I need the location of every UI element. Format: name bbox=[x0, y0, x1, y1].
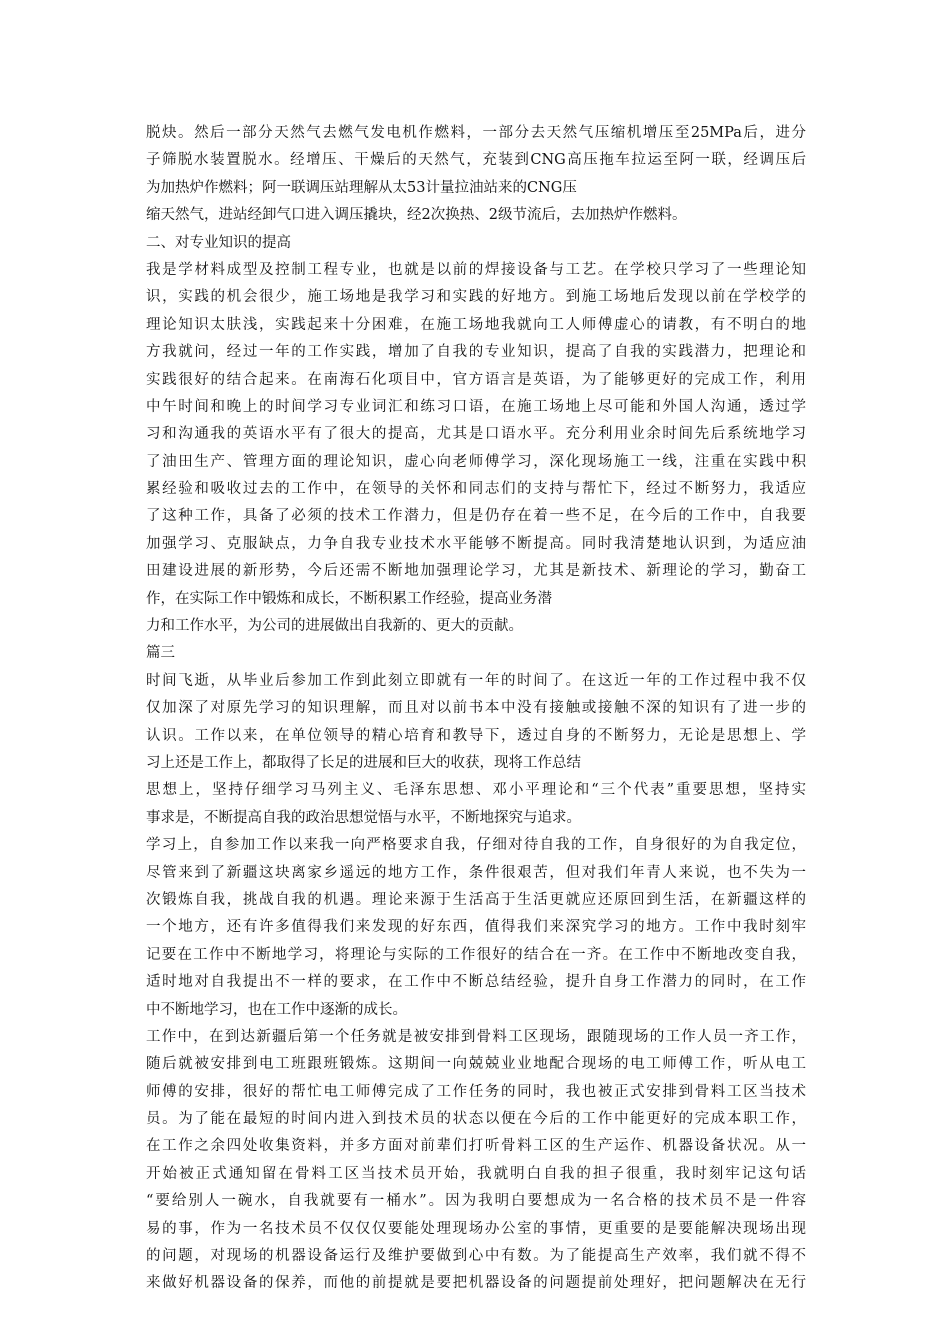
document-page bbox=[146, 120, 806, 1298]
text-line: 工作中，在到达新疆后第一个任务就是被安排到骨料工区现场，跟随现场的工作人员一齐工作， bbox=[146, 1028, 806, 1045]
text-line: 学习上，自参加工作以来我一向严格要求自我，仔细对待自我的工作，自身很好的为自我定位， bbox=[146, 837, 806, 854]
text-line: 习上还是工作上，都取得了长足的进展和巨大的收获，现将工作总结 bbox=[146, 754, 581, 771]
text-line: 认识。工作以来，在单位领导的精心培育和教导下，透过自身的不断努力，无论是思想上、学 bbox=[146, 727, 806, 744]
text-line: 脱炔。然后一部分天然气去燃气发电机作燃料，一部分去天然气压缩机增压至25MPa后，进分 bbox=[146, 125, 806, 141]
text-line: 事求是，不断提高自我的政治思想觉悟与水平，不断地探究与追求。 bbox=[146, 809, 581, 826]
text-line: 识，实践的机会很少，施工场地是我学习和实践的好地方。到施工场地后发现以前在学校学的 bbox=[146, 289, 806, 306]
text-line: 适时地对自我提出不一样的要求，在工作中不断总结经验，提升自身工作潜力的同时，在工作 bbox=[146, 974, 806, 991]
text-line: 习和沟通我的英语水平有了很大的提高，尤其是口语水平。充分利用业余时间先后系统地学习 bbox=[146, 426, 806, 443]
text-line: 师傅的安排，很好的帮忙电工师傅完成了工作任务的同时，我也被正式安排到骨料工区当技术 bbox=[146, 1083, 806, 1100]
text-line: 记要在工作中不断地学习，将理论与实际的工作很好的结合在一齐。在工作中不断地改变自我， bbox=[146, 946, 806, 963]
text-line: 来做好机器设备的保养，而他的前提就是要把机器设备的问题提前处理好，把问题解决在无行 bbox=[146, 1275, 806, 1292]
text-line: 理论知识太肤浅，实践起来十分困难，在施工场地我就向工人师傅虚心的请教，有不明白的地 bbox=[146, 316, 806, 333]
text-line: 易的事，作为一名技术员不仅仅仅要能处理现场办公室的事情，更重要的是要能解决现场出现 bbox=[146, 1220, 806, 1237]
text-line: “要给别人一碗水，自我就要有一桶水”。因为我明白要想成为一名合格的技术员不是一件容 bbox=[146, 1193, 806, 1210]
text-line: 了油田生产、管理方面的理论知识，虚心向老师傅学习，深化现场施工一线，注重在实践中积 bbox=[146, 453, 806, 470]
text-line: 我是学材料成型及控制工程专业，也就是以前的焊接设备与工艺。在学校只学习了一些理论知 bbox=[146, 261, 806, 278]
text-line: 员。为了能在最短的时间内进入到技术员的状态以便在今后的工作中能更好的完成本职工作， bbox=[146, 1111, 806, 1128]
text-line: 在工作之余四处收集资料，并多方面对前辈们打听骨料工区的生产运作、机器设备状况。从一 bbox=[146, 1138, 806, 1155]
text-line: 时间飞逝，从毕业后参加工作到此刻立即就有一年的时间了。在这近一年的工作过程中我不仅 bbox=[146, 672, 806, 689]
text-line: 加强学习、克服缺点，力争自我专业技术水平能够不断提高。同时我清楚地认识到，为适应油 bbox=[146, 535, 806, 552]
text-line: 方我就问，经过一年的工作实践，增加了自我的专业知识，提高了自我的实践潜力，把理论和 bbox=[146, 344, 806, 361]
text-line: 为加热炉作燃料；阿一联调压站理解从太53计量拉油站来的CNG压 bbox=[146, 179, 577, 196]
text-line: 尽管来到了新疆这块离家乡遥远的地方工作，条件很艰苦，但对我们年青人来说，也不失为一 bbox=[146, 864, 806, 881]
text-line: 缩天然气，进站经卸气口进入调压撬块，经2次换热、2级节流后，去加热炉作燃料。 bbox=[146, 207, 687, 224]
text-line: 仅加深了对原先学习的知识理解，而且对以前书本中没有接触或接触不深的知识有了进一步的 bbox=[146, 700, 806, 717]
text-line: 田建设进展的新形势，今后还需不断地加强理论学习，尤其是新技术、新理论的学习，勤奋工 bbox=[146, 563, 806, 580]
text-line: 累经验和吸收过去的工作中，在领导的关怀和同志们的支持与帮忙下，经过不断努力，我适应 bbox=[146, 481, 806, 498]
text-line: 思想上，坚持仔细学习马列主义、毛泽东思想、邓小平理论和“三个代表”重要思想，坚持实 bbox=[146, 782, 806, 799]
text-line: 实践很好的结合起来。在南海石化项目中，官方语言是英语，为了能够更好的完成工作，利用 bbox=[146, 371, 806, 388]
text-line: 了这种工作，具备了必须的技术工作潜力，但是仍存在着一些不足，在今后的工作中，自我要 bbox=[146, 508, 806, 525]
text-line: 中午时间和晚上的时间学习专业词汇和练习口语，在施工场地上尽可能和外国人沟通，透过学 bbox=[146, 398, 806, 415]
section-heading: 二、对专业知识的提高 bbox=[146, 234, 291, 251]
text-line: 次锻炼自我，挑战自我的机遇。理论来源于生活高于生活更就应还原回到生活，在新疆这样的 bbox=[146, 891, 806, 908]
text-line: 一个地方，还有许多值得我们来发现的好东西，值得我们来深究学习的地方。工作中我时刻牢 bbox=[146, 919, 806, 936]
section-heading: 篇三 bbox=[146, 645, 175, 662]
text-line: 中不断地学习，也在工作中逐渐的成长。 bbox=[146, 1001, 407, 1018]
text-line: 作，在实际工作中锻炼和成长，不断积累工作经验，提高业务潜 bbox=[146, 590, 552, 607]
text-line: 的问题，对现场的机器设备运行及维护要做到心中有数。为了能提高生产效率，我们就不得不 bbox=[146, 1248, 806, 1265]
text-line: 开始被正式通知留在骨料工区当技术员开始，我就明白自我的担子很重，我时刻牢记这句话 bbox=[146, 1165, 806, 1182]
text-line: 随后就被安排到电工班跟班锻炼。这期间一向兢兢业业地配合现场的电工师傅工作，听从电工 bbox=[146, 1056, 806, 1073]
text-line: 子筛脱水装置脱水。经增压、干燥后的天然气，充装到CNG高压拖车拉运至阿一联，经调压后 bbox=[146, 152, 806, 169]
text-line: 力和工作水平，为公司的进展做出自我新的、更大的贡献。 bbox=[146, 618, 523, 635]
